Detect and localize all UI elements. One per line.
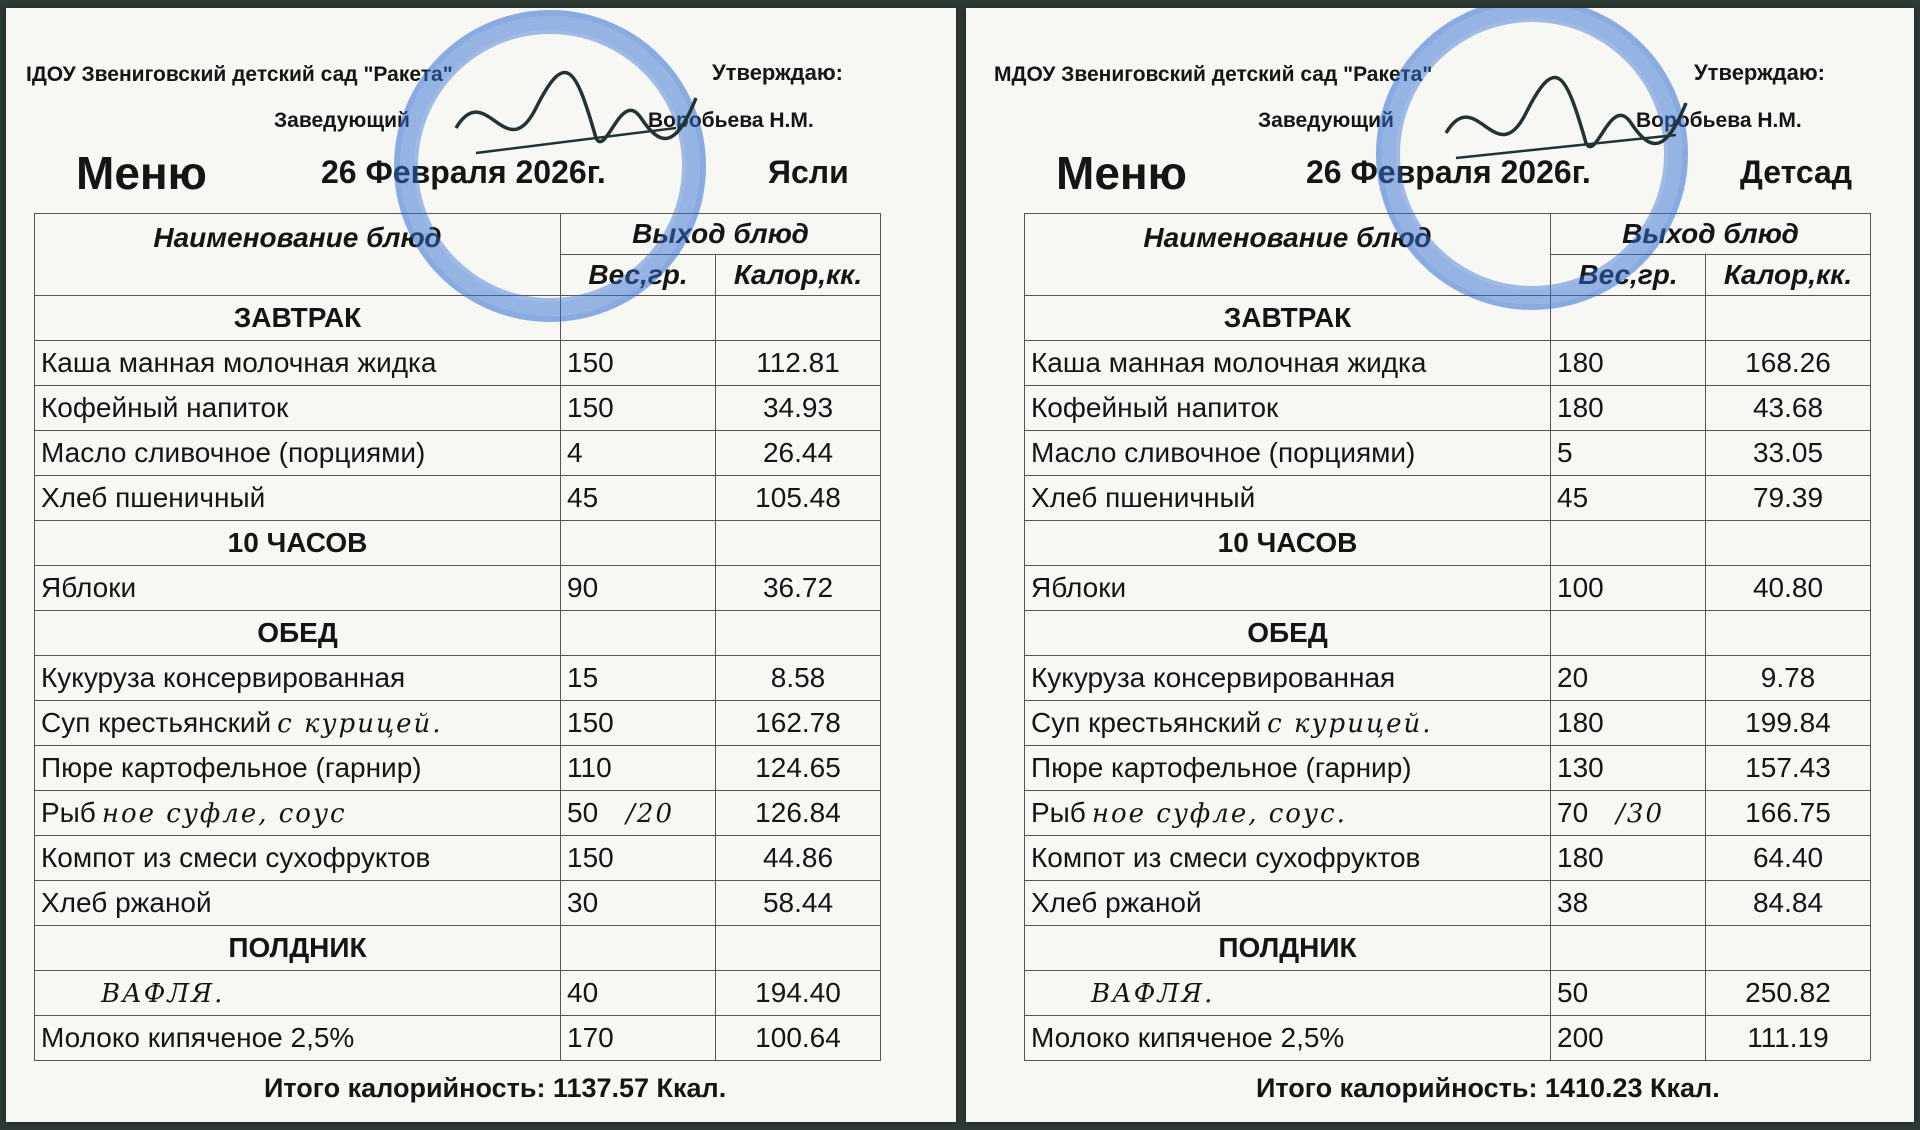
handwritten-sauce-weight: /20 [626, 799, 674, 829]
dish-name-cell [35, 746, 561, 791]
section-row [1025, 296, 1871, 341]
section-title: ПОЛДНИК [35, 926, 561, 971]
section-title: ЗАВТРАК [1025, 296, 1551, 341]
section-title: ОБЕД [1025, 611, 1551, 656]
dish-name-cell [35, 1016, 561, 1061]
dish-name: Масло сливочное (порциями) [41, 437, 426, 468]
section-title: 10 ЧАСОВ [35, 521, 561, 566]
dish-name: Каша манная молочная жидка [41, 347, 437, 378]
dish-name: Кофейный напиток [41, 392, 289, 423]
dish-calories: 199.84 [1706, 701, 1871, 746]
empty-cell [561, 611, 716, 656]
dish-name-cell [1025, 341, 1551, 386]
dish-calories: 105.48 [716, 476, 881, 521]
dish-weight-cell [561, 1016, 716, 1061]
dish-calories: 157.43 [1706, 746, 1871, 791]
dish-name: Яблоки [1031, 572, 1127, 603]
menu-table [34, 213, 881, 1061]
table-row [35, 971, 881, 1016]
table-row [1025, 791, 1871, 836]
dish-weight: 150 [567, 392, 614, 423]
dish-calories: 112.81 [716, 341, 881, 386]
empty-cell [1706, 611, 1871, 656]
dish-weight-cell [1551, 1016, 1706, 1061]
dish-name: Каша манная молочная жидка [1031, 347, 1427, 378]
table-row [1025, 836, 1871, 881]
table-row [35, 431, 881, 476]
dish-name: Яблоки [41, 572, 137, 603]
dish-name: Кукуруза консервированная [41, 662, 406, 693]
dish-weight-cell [561, 836, 716, 881]
empty-cell [716, 521, 881, 566]
dish-weight-cell [561, 476, 716, 521]
dish-weight-cell [1551, 746, 1706, 791]
dish-name: Хлеб ржаной [1031, 887, 1202, 918]
empty-cell [1706, 521, 1871, 566]
dish-weight: 38 [1557, 887, 1589, 918]
dish-name: Кофейный напиток [1031, 392, 1279, 423]
dish-weight: 5 [1557, 437, 1573, 468]
menu-date: 26 Февраля 2026г. [1306, 154, 1591, 190]
dish-weight: 50 [1557, 977, 1589, 1008]
dish-calories: 64.40 [1706, 836, 1871, 881]
dish-weight-cell [561, 701, 716, 746]
empty-cell [1551, 926, 1706, 971]
dish-name-cell [35, 656, 561, 701]
table-row [1025, 701, 1871, 746]
dish-weight: 45 [1557, 482, 1589, 513]
col-header-output: Выход блюд [1551, 214, 1871, 255]
dish-name-cell [35, 431, 561, 476]
dish-weight-cell [1551, 971, 1706, 1016]
dish-name: Масло сливочное (порциями) [1031, 437, 1416, 468]
table-row [1025, 746, 1871, 791]
col-header-calories: Калор,кк. [1706, 255, 1871, 296]
dish-calories: 111.19 [1706, 1016, 1871, 1061]
table-row [35, 836, 881, 881]
dish-weight-cell [561, 566, 716, 611]
dish-weight-cell [1551, 386, 1706, 431]
dish-name: Суп крестьянский [1031, 707, 1262, 738]
section-row [1025, 611, 1871, 656]
dish-name: Суп крестьянский [41, 707, 272, 738]
dish-weight: 180 [1557, 347, 1604, 378]
dish-calories: 36.72 [716, 566, 881, 611]
org-name: ІДОУ Звениговский детский сад "Ракета" [26, 63, 453, 86]
dish-name-cell [1025, 881, 1551, 926]
dish-name: Пюре картофельное (гарнир) [41, 752, 422, 783]
section-title: ПОЛДНИК [1025, 926, 1551, 971]
menu-group: Ясли [768, 154, 849, 190]
dish-name: Пюре картофельное (гарнир) [1031, 752, 1412, 783]
handwritten-note: ВАФЛЯ. [1091, 979, 1215, 1009]
dish-name-cell [1025, 701, 1551, 746]
dish-name-cell [1025, 1016, 1551, 1061]
dish-name-cell [35, 836, 561, 881]
dish-weight: 70 [1557, 797, 1589, 828]
dish-name-cell [1025, 386, 1551, 431]
dish-weight: 180 [1557, 392, 1604, 423]
head-name: Воробьева Н.М. [648, 109, 814, 132]
table-row [35, 566, 881, 611]
dish-weight: 180 [1557, 842, 1604, 873]
table-row [35, 476, 881, 521]
table-row [1025, 656, 1871, 701]
dish-name-cell [1025, 791, 1551, 836]
dish-weight-cell [561, 431, 716, 476]
dish-name-cell [1025, 836, 1551, 881]
dish-weight-cell [1551, 791, 1706, 836]
handwritten-note: ное суфле, соус. [1091, 799, 1347, 829]
section-row [1025, 926, 1871, 971]
dish-name: Хлеб пшеничный [41, 482, 266, 513]
dish-calories: 58.44 [716, 881, 881, 926]
menu-title: Меню [76, 147, 207, 199]
head-title: Заведующий [274, 109, 410, 132]
dish-calories: 44.86 [716, 836, 881, 881]
table-row [35, 386, 881, 431]
dish-name: Компот из смеси сухофруктов [1031, 842, 1421, 873]
col-header-output: Выход блюд [561, 214, 881, 255]
dish-calories: 194.40 [716, 971, 881, 1016]
menu-body [1025, 296, 1871, 1061]
approve-label: Утверждаю: [712, 60, 843, 85]
menu-body [35, 296, 881, 1061]
handwritten-note: ВАФЛЯ. [101, 979, 225, 1009]
dish-weight: 110 [567, 752, 612, 783]
menu-title: Меню [1056, 147, 1187, 199]
empty-cell [561, 521, 716, 566]
dish-weight-cell [1551, 341, 1706, 386]
dish-calories: 162.78 [716, 701, 881, 746]
dish-name-cell [35, 881, 561, 926]
dish-weight: 30 [567, 887, 599, 918]
dish-calories: 40.80 [1706, 566, 1871, 611]
col-header-weight: Вес,гр. [1551, 255, 1706, 296]
dish-weight: 180 [1557, 707, 1604, 738]
col-header-name: Наименование блюд [1025, 214, 1551, 296]
dish-name: Хлеб ржаной [41, 887, 212, 918]
table-row [1025, 566, 1871, 611]
dish-weight: 15 [567, 662, 599, 693]
empty-cell [1706, 296, 1871, 341]
menu-sheet-kindergarten [966, 8, 1914, 1122]
section-row [35, 521, 881, 566]
dish-name-cell [35, 386, 561, 431]
empty-cell [716, 296, 881, 341]
dish-calories: 168.26 [1706, 341, 1871, 386]
dish-weight: 170 [567, 1022, 614, 1053]
dish-weight: 40 [567, 977, 599, 1008]
dish-weight-cell [1551, 881, 1706, 926]
dish-name-cell [35, 566, 561, 611]
dish-weight-cell [561, 881, 716, 926]
dish-calories: 100.64 [716, 1016, 881, 1061]
dish-calories: 126.84 [716, 791, 881, 836]
dish-calories: 250.82 [1706, 971, 1871, 1016]
head-name: Воробьева Н.М. [1636, 109, 1802, 132]
dish-calories: 26.44 [716, 431, 881, 476]
dish-name: Рыб [41, 797, 96, 828]
table-row [35, 701, 881, 746]
dish-name: Хлеб пшеничный [1031, 482, 1256, 513]
dish-name-cell [1025, 971, 1551, 1016]
dish-calories: 9.78 [1706, 656, 1871, 701]
menu-group: Детсад [1740, 154, 1853, 190]
dish-weight: 4 [567, 437, 583, 468]
dish-name: Компот из смеси сухофруктов [41, 842, 431, 873]
org-name: МДОУ Звениговский детский сад "Ракета" [994, 63, 1433, 86]
section-title: ОБЕД [35, 611, 561, 656]
dish-weight-cell [1551, 476, 1706, 521]
total-calories: Итого калорийность: 1410.23 Ккал. [1256, 1073, 1720, 1103]
table-row [1025, 476, 1871, 521]
dish-name-cell [35, 791, 561, 836]
dish-weight: 150 [567, 842, 614, 873]
dish-weight: 50 [567, 797, 599, 828]
total-calories: Итого калорийность: 1137.57 Ккал. [264, 1073, 727, 1103]
dish-name-cell [35, 341, 561, 386]
empty-cell [1551, 521, 1706, 566]
dish-weight-cell [561, 656, 716, 701]
menu-table [1024, 213, 1871, 1061]
dish-weight-cell [1551, 836, 1706, 881]
dish-calories: 124.65 [716, 746, 881, 791]
dish-weight-cell [561, 746, 716, 791]
dish-name: Молоко кипяченое 2,5% [1031, 1022, 1345, 1053]
dish-weight: 200 [1557, 1022, 1604, 1053]
handwritten-note: с курицей. [277, 709, 443, 739]
dish-weight-cell [561, 971, 716, 1016]
dish-weight: 100 [1557, 572, 1604, 603]
empty-cell [1551, 296, 1706, 341]
dish-weight: 150 [567, 707, 614, 738]
section-title: 10 ЧАСОВ [1025, 521, 1551, 566]
dish-name-cell [1025, 746, 1551, 791]
table-row [35, 881, 881, 926]
table-row [35, 341, 881, 386]
dish-calories: 166.75 [1706, 791, 1871, 836]
dish-weight-cell [561, 386, 716, 431]
section-row [1025, 521, 1871, 566]
table-row [35, 656, 881, 701]
head-title: Заведующий [1258, 109, 1394, 132]
section-row [35, 296, 881, 341]
menu-date: 26 Февраля 2026г. [321, 154, 606, 190]
table-row [1025, 971, 1871, 1016]
dish-name-cell [35, 971, 561, 1016]
dish-weight: 20 [1557, 662, 1589, 693]
dish-name-cell [1025, 656, 1551, 701]
table-row [1025, 386, 1871, 431]
col-header-calories: Калор,кк. [716, 255, 881, 296]
menu-sheet-nursery [6, 8, 956, 1122]
empty-cell [716, 611, 881, 656]
table-row [1025, 431, 1871, 476]
dish-weight: 150 [567, 347, 614, 378]
section-row [35, 611, 881, 656]
dish-name-cell [1025, 476, 1551, 521]
handwritten-note: ное суфле, соус [101, 799, 347, 829]
dish-name: Рыб [1031, 797, 1086, 828]
dish-weight: 130 [1557, 752, 1604, 783]
dish-weight: 45 [567, 482, 599, 513]
empty-cell [561, 296, 716, 341]
dish-name: Кукуруза консервированная [1031, 662, 1396, 693]
dish-weight-cell [1551, 701, 1706, 746]
empty-cell [1706, 926, 1871, 971]
dish-name-cell [1025, 566, 1551, 611]
dish-weight-cell [1551, 431, 1706, 476]
dish-calories: 79.39 [1706, 476, 1871, 521]
empty-cell [716, 926, 881, 971]
dish-name-cell [35, 701, 561, 746]
table-row [35, 746, 881, 791]
dish-name: Молоко кипяченое 2,5% [41, 1022, 355, 1053]
dish-calories: 84.84 [1706, 881, 1871, 926]
table-row [35, 791, 881, 836]
table-row [1025, 1016, 1871, 1061]
table-row [1025, 341, 1871, 386]
dish-calories: 8.58 [716, 656, 881, 701]
handwritten-sauce-weight: /30 [1616, 799, 1664, 829]
approve-label: Утверждаю: [1694, 60, 1825, 85]
dish-calories: 33.05 [1706, 431, 1871, 476]
dish-weight-cell [561, 341, 716, 386]
col-header-weight: Вес,гр. [561, 255, 716, 296]
dish-name-cell [1025, 431, 1551, 476]
dish-name-cell [35, 476, 561, 521]
dish-calories: 34.93 [716, 386, 881, 431]
section-title: ЗАВТРАК [35, 296, 561, 341]
dish-calories: 43.68 [1706, 386, 1871, 431]
col-header-name: Наименование блюд [35, 214, 561, 296]
dish-weight: 90 [567, 572, 599, 603]
empty-cell [561, 926, 716, 971]
table-row [1025, 881, 1871, 926]
section-row [35, 926, 881, 971]
dish-weight-cell [1551, 656, 1706, 701]
dish-weight-cell [1551, 566, 1706, 611]
table-row [35, 1016, 881, 1061]
dish-weight-cell [561, 791, 716, 836]
empty-cell [1551, 611, 1706, 656]
handwritten-note: с курицей. [1267, 709, 1433, 739]
